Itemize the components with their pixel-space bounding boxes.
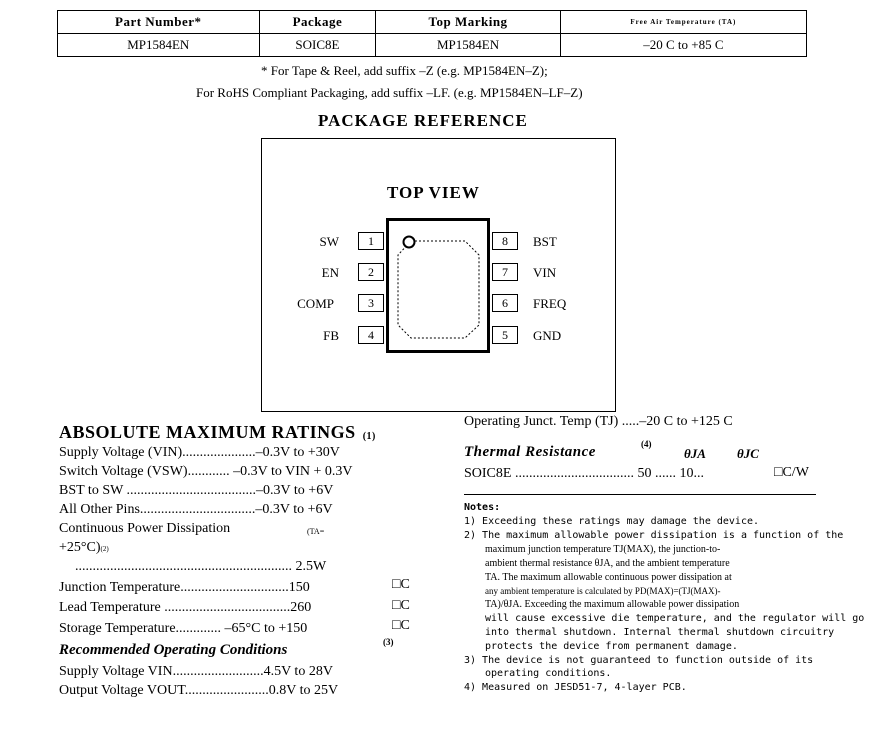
abs-max-title-text: ABSOLUTE MAXIMUM RATINGS bbox=[59, 422, 356, 442]
pin-8-name: BST bbox=[533, 234, 557, 249]
switch-voltage-rating: Switch Voltage (VSW)............ –0.3V to VIN + 0.3V bbox=[59, 464, 353, 479]
pin-1-number: 1 bbox=[358, 232, 384, 250]
soic8e-thermal-row: SOIC8E .................................. 50 ...... 10... bbox=[464, 466, 704, 481]
note-3-line-b: operating conditions. bbox=[485, 668, 612, 679]
thermal-unit-text: C/W bbox=[782, 465, 809, 480]
rec-supply-voltage: Supply Voltage VIN..........................4.5V to 28V bbox=[59, 664, 333, 679]
junction-temp-unit: □C bbox=[392, 577, 410, 592]
thermal-resistance-title: Thermal Resistance bbox=[464, 444, 596, 460]
theta-jc-header: θJC bbox=[737, 446, 759, 461]
abs-max-title bbox=[59, 422, 376, 443]
pin-6-name: FREQ bbox=[533, 296, 567, 311]
note-2-line-h: into thermal shutdown. Internal thermal shutdown circuitry bbox=[485, 627, 835, 638]
pin-8-number: 8 bbox=[492, 232, 518, 250]
lead-unit-text: C bbox=[400, 598, 410, 613]
lead-temp-rating: Lead Temperature ....................................260 bbox=[59, 600, 312, 615]
storage-temp-rating: Storage Temperature............. –65°C to +150 bbox=[59, 621, 308, 636]
note-2-line-c: ambient thermal resistance θJA, and the ambient temperature bbox=[485, 558, 730, 569]
thermal-unit: □C/W bbox=[774, 465, 809, 480]
operating-junction-temp: Operating Junct. Temp (TJ) .....–20 C to +125 C bbox=[464, 414, 733, 429]
pin-3-name: COMP bbox=[297, 296, 334, 311]
storage-temp-unit: □C bbox=[392, 618, 410, 633]
top-view-label: TOP VIEW bbox=[387, 183, 480, 202]
note-2-line-f: TA)/θJA. Exceeding the maximum allowable power dissipation bbox=[485, 599, 740, 610]
pin-5-name: GND bbox=[533, 328, 562, 343]
notes-title: Notes: bbox=[464, 502, 501, 513]
power-dissipation-value: .............................................................. 2.5W bbox=[75, 559, 327, 574]
header-top-marking: Top Marking bbox=[376, 11, 560, 34]
header-temperature: Free Air Temperature (TA) bbox=[560, 11, 806, 34]
junction-temp-rating: Junction Temperature...............................150 bbox=[59, 580, 310, 595]
pin-4-number: 4 bbox=[358, 326, 384, 344]
note-2-line-i: protects the device from permanent damage. bbox=[485, 641, 738, 652]
bst-to-sw-rating: BST to SW .....................................–0.3V to +6V bbox=[59, 483, 334, 498]
pin-1-name: SW bbox=[319, 234, 339, 249]
header-part-number: Part Number* bbox=[58, 11, 260, 34]
notes-divider bbox=[464, 494, 816, 495]
pin-7-number: 7 bbox=[492, 263, 518, 281]
cell-package: SOIC8E bbox=[259, 34, 376, 57]
abs-max-note-ref: (1) bbox=[362, 431, 376, 442]
cell-top-marking: MP1584EN bbox=[376, 34, 560, 57]
storage-unit-text: C bbox=[400, 618, 410, 633]
note-4: 4) Measured on JESD51-7, 4-layer PCB. bbox=[464, 682, 687, 693]
pin-5-number: 5 bbox=[492, 326, 518, 344]
pin1-dot-icon bbox=[404, 237, 415, 248]
recommended-note-ref: (3) bbox=[383, 637, 394, 647]
power-dissipation-temp bbox=[59, 540, 109, 556]
cell-temperature: –20 C to +85 C bbox=[560, 34, 806, 57]
theta-ja-header: θJA bbox=[684, 446, 706, 461]
note-2-line-g: will cause excessive die temperature, and the regulator will go bbox=[485, 613, 865, 624]
rohs-note: For RoHS Compliant Packaging, add suffix –LF. (e.g. MP1584EN–LF–Z) bbox=[196, 85, 583, 100]
pin-4-name: FB bbox=[323, 328, 339, 343]
power-dissipation-label: Continuous Power Dissipation bbox=[59, 521, 231, 536]
cell-part-number: MP1584EN bbox=[58, 34, 260, 57]
pin-6-number: 6 bbox=[492, 294, 518, 312]
other-pins-rating: All Other Pins.................................–0.3V to +6V bbox=[59, 502, 333, 517]
rec-output-voltage: Output Voltage VOUT........................0.8V to 25V bbox=[59, 683, 339, 698]
note-2-line-e: any ambient temperature is calculated by PD(MAX)=(TJ(MAX)- bbox=[485, 586, 721, 596]
junction-unit-text: C bbox=[400, 577, 410, 592]
note-2-line-a: 2) The maximum allowable power dissipation is a function of the bbox=[464, 530, 844, 541]
header-package: Package bbox=[259, 11, 376, 34]
pd-temp-text: +25°C) bbox=[59, 540, 101, 555]
power-dissipation-ta: (TA= bbox=[307, 527, 325, 536]
pin-7-name: VIN bbox=[533, 265, 557, 280]
chip-outline-icon bbox=[389, 221, 487, 350]
pin-2-number: 2 bbox=[358, 263, 384, 281]
note-2-line-b: maximum junction temperature TJ(MAX), the junction-to- bbox=[485, 544, 721, 555]
note-3-line-a: 3) The device is not guaranteed to function outside of its bbox=[464, 655, 814, 666]
pin-3-number: 3 bbox=[358, 294, 384, 312]
recommended-title: Recommended Operating Conditions bbox=[59, 642, 288, 658]
lead-temp-unit: □C bbox=[392, 598, 410, 613]
note-1: 1) Exceeding these ratings may damage the device. bbox=[464, 516, 760, 527]
ordering-table bbox=[57, 10, 807, 57]
pin-2-name: EN bbox=[321, 265, 339, 280]
supply-voltage-rating: Supply Voltage (VIN).....................–0.3V to +30V bbox=[59, 445, 340, 460]
chip-body bbox=[386, 218, 490, 353]
thermal-note-ref: (4) bbox=[641, 439, 652, 449]
package-reference-title: PACKAGE REFERENCE bbox=[318, 111, 528, 130]
note-2-line-d: TA. The maximum allowable continuous power dissipation at bbox=[485, 572, 732, 583]
tape-reel-note: * For Tape & Reel, add suffix –Z (e.g. MP1584EN–Z); bbox=[261, 63, 548, 78]
pd-note-ref: (2) bbox=[100, 545, 109, 553]
